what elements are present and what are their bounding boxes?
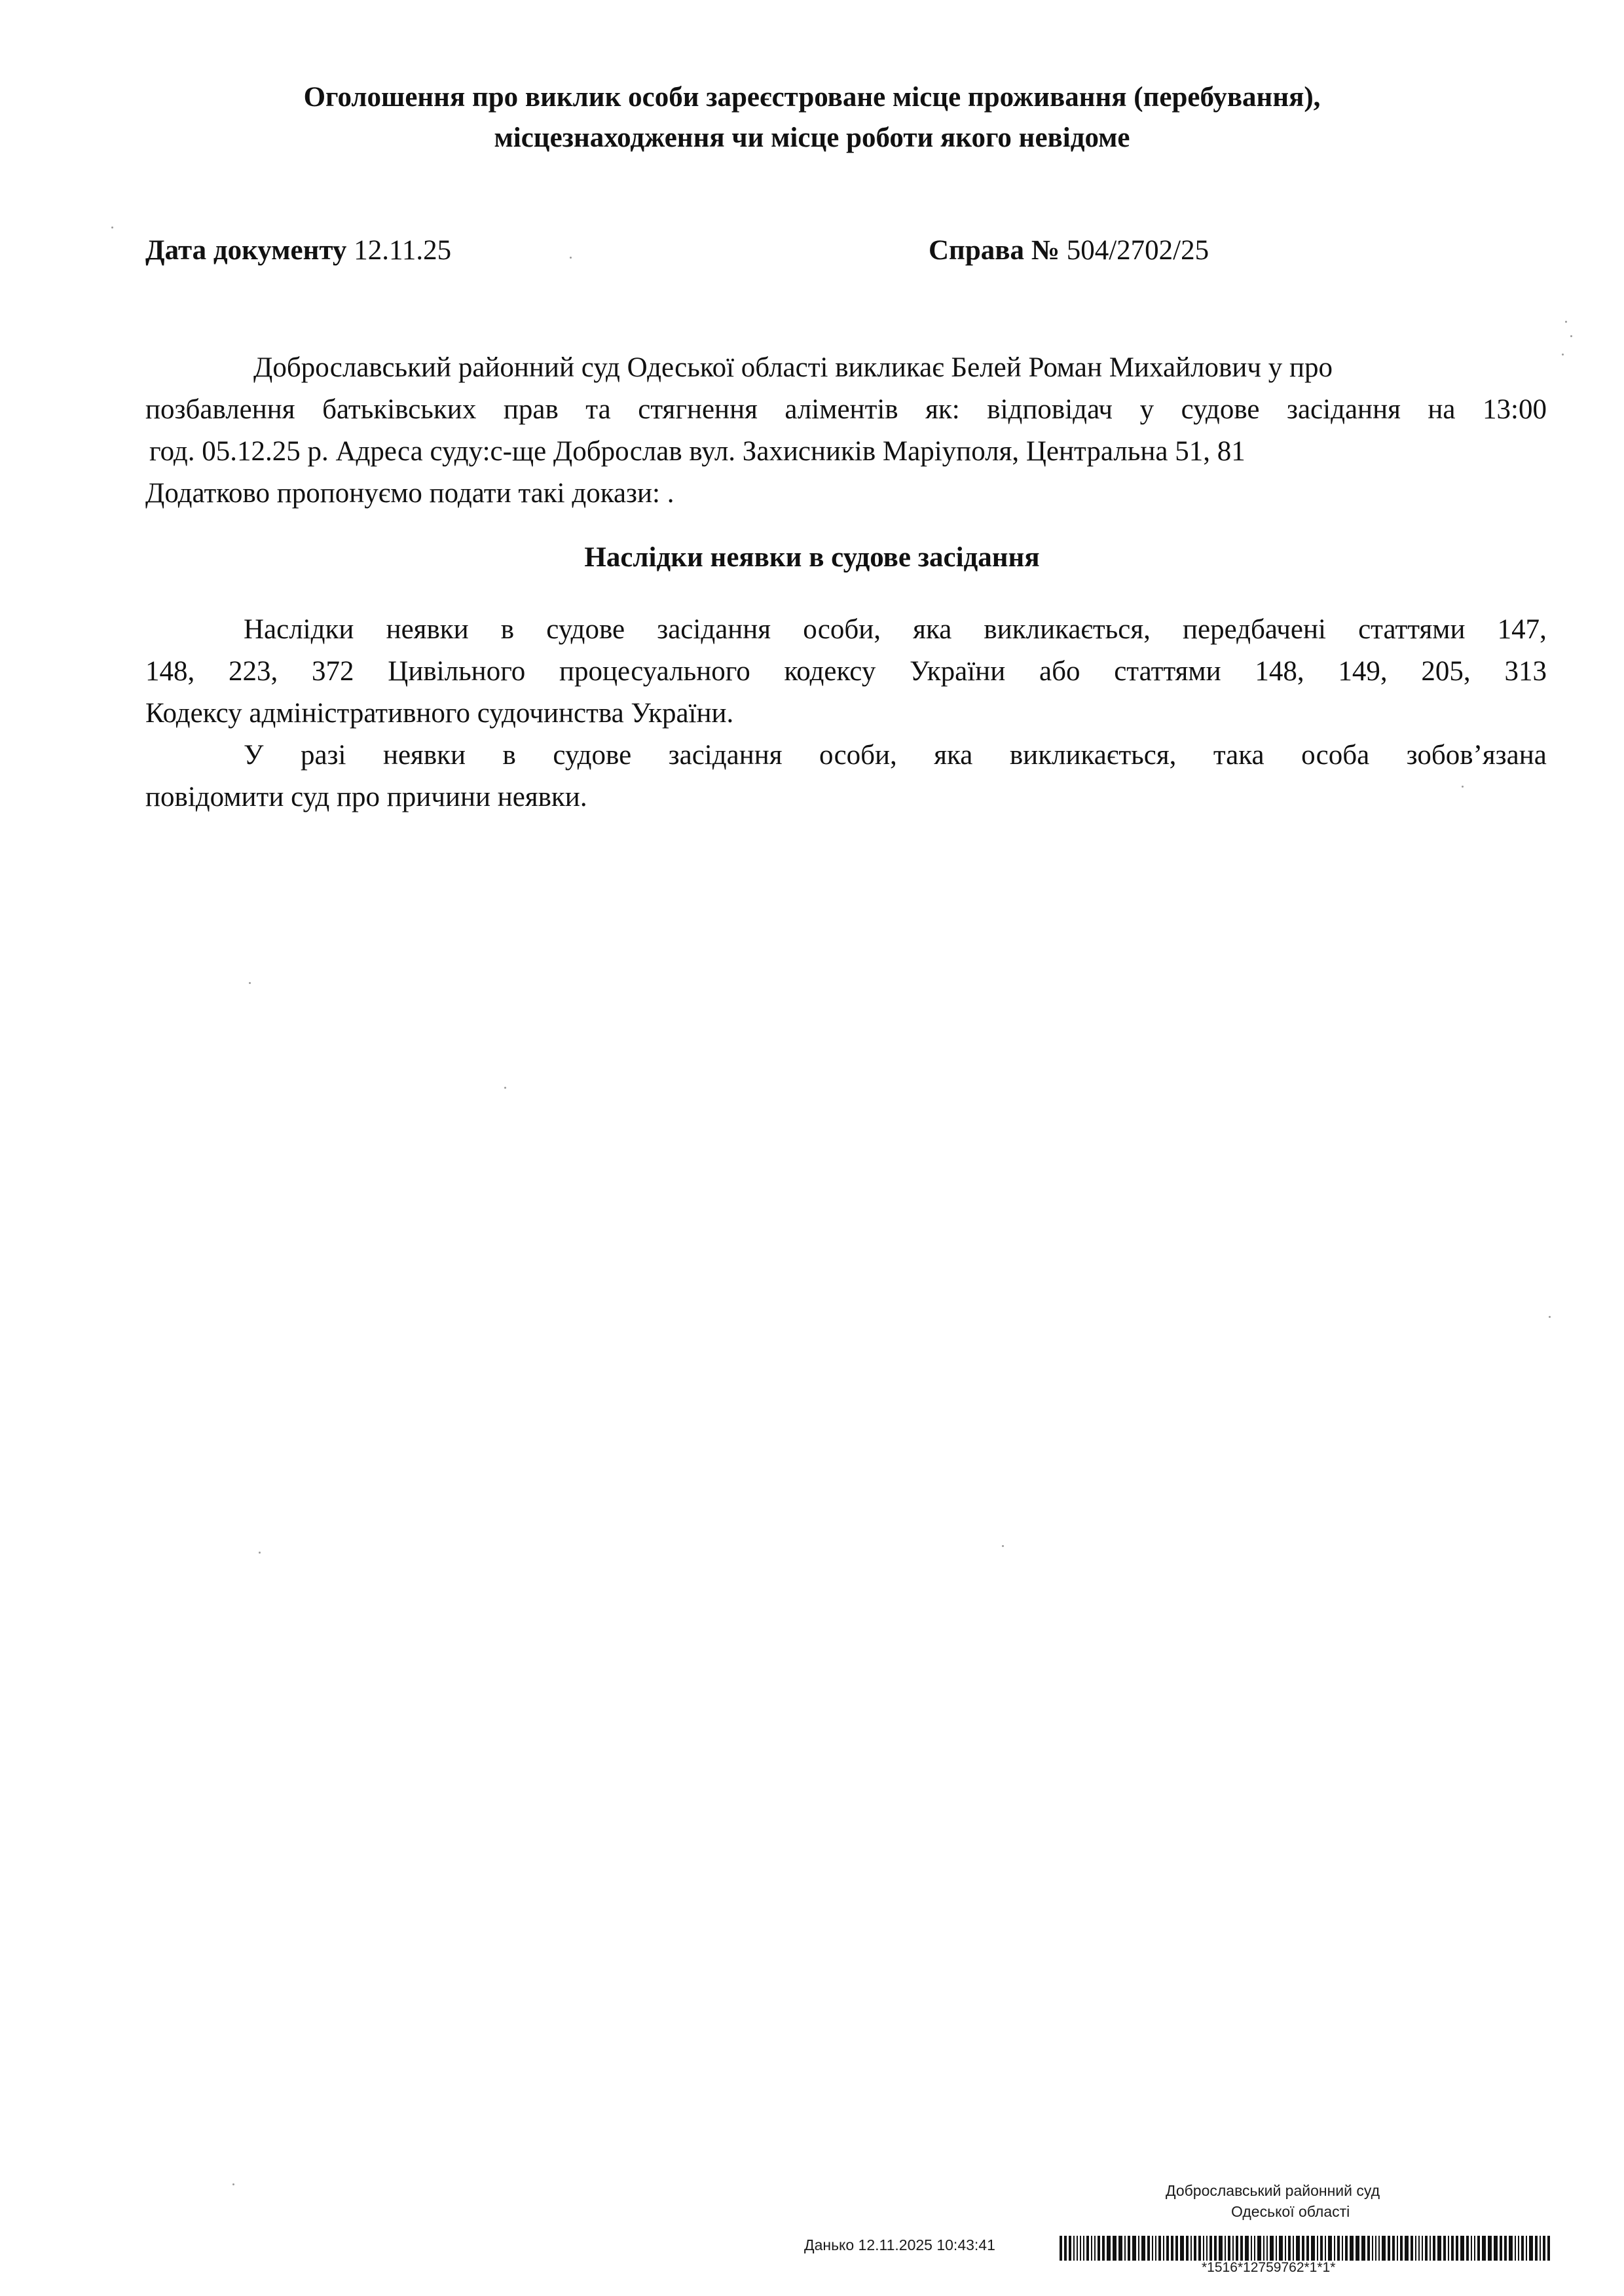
consequences-paragraph-2: [145, 735, 1547, 818]
summons-line-3: год. 05.12.25 р. Адреса суду:с-ще Доброслав вул. Захисників Маріуполя, Центральна 51, 81: [149, 436, 1246, 467]
barcode-bar: [1245, 2236, 1249, 2261]
barcode-bar: [1500, 2236, 1502, 2261]
barcode-bar: [1124, 2236, 1126, 2261]
barcode-bar: [1219, 2236, 1223, 2261]
barcode-bar: [1466, 2236, 1469, 2261]
barcode-bar: [1254, 2236, 1255, 2261]
barcode-bar: [1418, 2236, 1420, 2261]
barcode-bar: [1400, 2236, 1403, 2261]
barcode-bar: [1443, 2236, 1446, 2261]
barcode-bar: [1288, 2236, 1291, 2261]
barcode-bar: [1342, 2236, 1343, 2261]
barcode-bar: [1190, 2236, 1192, 2261]
barcode-bar: [1263, 2236, 1264, 2261]
barcode-bar: [1540, 2236, 1541, 2261]
barcode-bar: [1132, 2236, 1136, 2261]
barcode-bar: [1171, 2236, 1173, 2261]
barcode-bar: [1328, 2236, 1332, 2261]
consequences-p1-line-1: Наслідки неявки в судове засідання особи, яка викликається, передбачені статтями 147,: [244, 614, 1547, 645]
barcode-bar: [1337, 2236, 1340, 2261]
barcode-bar: [1448, 2236, 1449, 2261]
barcode-bar: [1388, 2236, 1390, 2261]
barcode-bar: [1236, 2236, 1238, 2261]
barcode-bar: [1152, 2236, 1153, 2261]
date-label: Дата документу: [145, 235, 347, 266]
document-date: [145, 234, 451, 266]
barcode-bar: [1397, 2236, 1398, 2261]
barcode-bar: [1515, 2236, 1516, 2261]
barcode-bar: [1529, 2236, 1533, 2261]
barcode-bar: [1251, 2236, 1252, 2261]
barcode-bar: [1209, 2236, 1212, 2261]
barcode-bar: [1535, 2236, 1538, 2261]
barcode-bar: [1206, 2236, 1208, 2261]
barcode-bar: [1102, 2236, 1105, 2261]
barcode-bar: [1186, 2236, 1189, 2261]
barcode-bar: [1086, 2236, 1089, 2261]
barcode-bar: [1214, 2236, 1217, 2261]
consequences-p2-line-2: повідомити суд про причини неявки.: [145, 782, 587, 812]
barcode-bar: [1279, 2236, 1283, 2261]
barcode-bar: [1083, 2236, 1084, 2261]
barcode-bar: [1107, 2236, 1111, 2261]
barcode-bar: [1392, 2236, 1395, 2261]
barcode-bar: [1232, 2236, 1234, 2261]
barcode-bar: [1228, 2236, 1230, 2261]
barcode-bar: [1471, 2236, 1472, 2261]
case-number: [929, 234, 1209, 266]
barcode-bar: [1325, 2236, 1326, 2261]
barcode-bar: [1257, 2236, 1261, 2261]
barcode-bar: [1345, 2236, 1348, 2261]
barcode-bar: [1073, 2236, 1075, 2261]
barcode-bar: [1080, 2236, 1081, 2261]
case-value: 504/2702/25: [1066, 235, 1209, 266]
barcode-bar: [1456, 2236, 1458, 2261]
barcode-bar: [1138, 2236, 1139, 2261]
barcode-bar: [1334, 2236, 1335, 2261]
court-stamp-line-2: Одеської області: [1231, 2203, 1350, 2220]
document-title: [131, 77, 1493, 158]
barcode-bar: [1474, 2236, 1475, 2261]
barcode-bar: [1378, 2236, 1380, 2261]
barcode-bar: [1270, 2236, 1274, 2261]
barcode-bar: [1356, 2236, 1359, 2261]
barcode-bar: [1547, 2236, 1550, 2261]
consequences-p1-line-3: Кодексу адміністративного судочинства України.: [145, 698, 734, 729]
barcode-bar: [1372, 2236, 1373, 2261]
barcode-bar: [1069, 2236, 1071, 2261]
barcode-bar: [1430, 2236, 1431, 2261]
summons-line-4: Додатково пропонуємо подати такі докази: .: [145, 478, 674, 509]
barcode-bar: [1477, 2236, 1480, 2261]
barcode-bar: [1293, 2236, 1294, 2261]
barcode-bar: [1198, 2236, 1201, 2261]
barcode-bar: [1521, 2236, 1524, 2261]
barcode-bar: [1415, 2236, 1416, 2261]
barcode-bar: [1504, 2236, 1507, 2261]
barcode-bar: [1451, 2236, 1454, 2261]
barcode-bar: [1128, 2236, 1130, 2261]
title-line-2: місцезнаходження чи місце роботи якого невідоме: [494, 122, 1130, 153]
barcode: [1060, 2236, 1552, 2261]
barcode-bar: [1422, 2236, 1423, 2261]
barcode-bar: [1311, 2236, 1315, 2261]
barcode-bar: [1425, 2236, 1428, 2261]
barcode-bar: [1203, 2236, 1204, 2261]
barcode-bar: [1175, 2236, 1178, 2261]
barcode-bar: [1060, 2236, 1062, 2261]
barcode-bar: [1266, 2236, 1268, 2261]
barcode-bar: [1411, 2236, 1413, 2261]
summons-paragraph: [145, 347, 1547, 515]
barcode-bar: [1240, 2236, 1243, 2261]
barcode-bar: [1518, 2236, 1519, 2261]
barcode-bar: [1091, 2236, 1092, 2261]
barcode-bar: [1194, 2236, 1196, 2261]
barcode-bar: [1296, 2236, 1300, 2261]
barcode-bar: [1077, 2236, 1078, 2261]
barcode-bar: [1155, 2236, 1156, 2261]
barcode-bar: [1113, 2236, 1116, 2261]
barcode-bar: [1405, 2236, 1409, 2261]
clerk-timestamp: Данько 12.11.2025 10:43:41: [804, 2236, 995, 2253]
court-stamp-line-1: Доброславський районний суд: [1166, 2182, 1380, 2199]
barcode-bar: [1158, 2236, 1161, 2261]
title-line-1: Оголошення про виклик особи зареєстроване місце проживання (перебування),: [303, 82, 1321, 113]
barcode-bar: [1367, 2236, 1370, 2261]
barcode-bar: [1147, 2236, 1150, 2261]
barcode-bar: [1180, 2236, 1184, 2261]
barcode-bar: [1118, 2236, 1122, 2261]
barcode-bar: [1526, 2236, 1527, 2261]
barcode-bar: [1094, 2236, 1096, 2261]
summons-line-2: позбавлення батьківських прав та стягнення аліментів як: відповідач у судове засідання на 13:00: [145, 394, 1547, 425]
barcode-bar: [1285, 2236, 1286, 2261]
barcode-bar: [1320, 2236, 1323, 2261]
barcode-bar: [1166, 2236, 1169, 2261]
date-value: 12.11.25: [354, 235, 452, 266]
barcode-bar: [1098, 2236, 1100, 2261]
summons-line-1: Доброславський районний суд Одеської області викликає Белей Роман Михайлович у про: [253, 352, 1333, 383]
barcode-bar: [1302, 2236, 1304, 2261]
barcode-bar: [1361, 2236, 1365, 2261]
barcode-bar: [1460, 2236, 1464, 2261]
consequences-paragraph-1: [145, 609, 1547, 735]
barcode-bar: [1225, 2236, 1226, 2261]
barcode-bar: [1163, 2236, 1164, 2261]
barcode-bar: [1509, 2236, 1513, 2261]
barcode-bar: [1306, 2236, 1309, 2261]
barcode-bar: [1276, 2236, 1277, 2261]
barcode-bar: [1437, 2236, 1441, 2261]
barcode-text: *1516*12759762*1*1*: [1202, 2260, 1336, 2275]
barcode-bar: [1482, 2236, 1486, 2261]
barcode-bar: [1317, 2236, 1318, 2261]
consequences-p2-line-1: У разі неявки в судове засідання особи, яка викликається, така особа зобов’язана: [244, 740, 1547, 771]
barcode-bar: [1375, 2236, 1376, 2261]
barcode-bar: [1141, 2236, 1145, 2261]
consequences-heading: Наслідки неявки в судове засідання: [584, 542, 1040, 573]
barcode-bar: [1488, 2236, 1492, 2261]
case-label: Справа №: [929, 235, 1060, 266]
barcode-bar: [1433, 2236, 1435, 2261]
barcode-bar: [1064, 2236, 1067, 2261]
barcode-bar: [1382, 2236, 1386, 2261]
barcode-bar: [1494, 2236, 1498, 2261]
barcode-bar: [1543, 2236, 1545, 2261]
barcode-bar: [1350, 2236, 1354, 2261]
consequences-p1-line-2: 148, 223, 372 Цивільного процесуального кодексу України або статтями 148, 149, 205, 313: [145, 656, 1547, 687]
